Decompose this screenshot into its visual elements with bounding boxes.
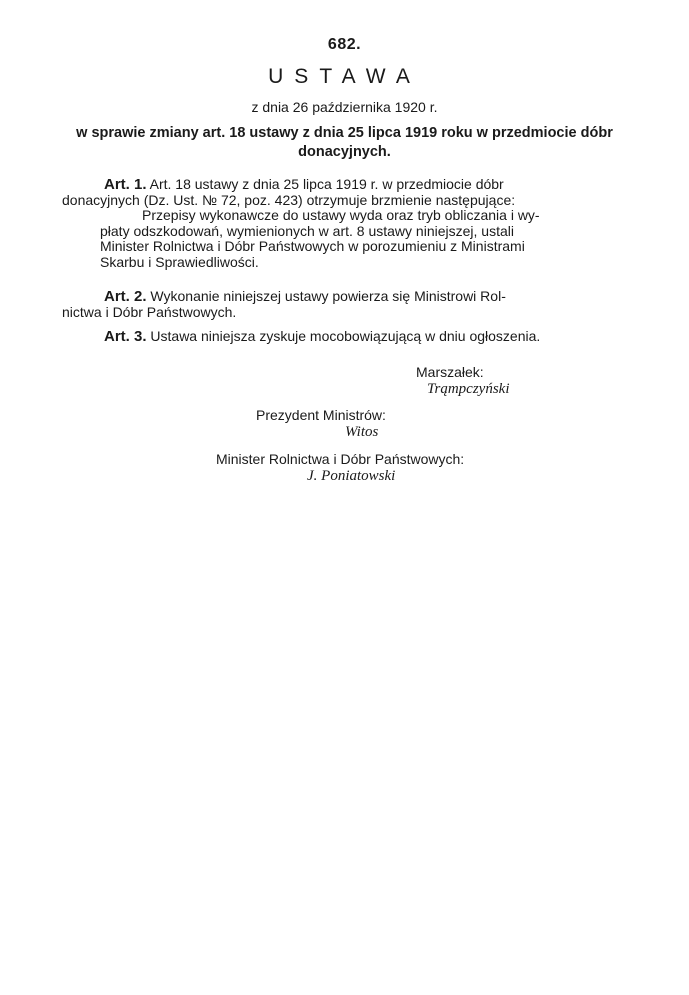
- article-2-line-1: [62, 289, 622, 305]
- article-1-line-4: płaty odszkodowań, wymienionych w art. 8 ustawy niniejszej, ustali: [100, 222, 514, 239]
- article-3: [104, 329, 622, 345]
- document-subject: w sprawie zmiany art. 18 ustawy z dnia 25 lipca 1919 roku w przedmiocie dóbr donacyjnych.: [76, 125, 613, 160]
- date-line: z dnia 26 października 1920 r.: [251, 99, 438, 115]
- signature-name-marshal: Trąmpczyński: [427, 381, 510, 397]
- article-1-line-1: [62, 177, 622, 193]
- signature-name-prime-minister: Witos: [345, 424, 379, 440]
- article-1-line-5: Minister Rolnictwa i Dóbr Państwowych w porozumieniu z Ministrami: [100, 238, 525, 255]
- signature-role-prime-minister: Prezydent Ministrów:: [256, 407, 386, 423]
- signature-role-marshal: Marszałek:: [416, 364, 484, 380]
- article-1-line-2: donacyjnych (Dz. Ust. № 72, poz. 423) otrzymuje brzmienie następujące:: [62, 191, 516, 208]
- article-1-line-6: Skarbu i Sprawiedliwości.: [100, 253, 259, 270]
- article-3-label: Art. 3.: [104, 328, 147, 345]
- article-1: [62, 177, 622, 271]
- article-1-label: Art. 1.: [104, 176, 147, 193]
- article-3-text-1: Ustawa niniejsza zyskuje mocobowiązującą w dniu ogłoszenia.: [150, 328, 541, 344]
- article-2-text-1: Wykonanie niniejszej ustawy powierza się Ministrowi Rol-: [150, 288, 506, 304]
- article-2: [62, 289, 622, 320]
- article-2-line-2: nictwa i Dóbr Państwowych.: [62, 303, 237, 320]
- article-1-text-1: Art. 18 ustawy z dnia 25 lipca 1919 r. w przedmiocie dóbr: [149, 176, 504, 192]
- signature-name-agriculture-minister: J. Poniatowski: [307, 468, 396, 484]
- article-1-line-3: Przepisy wykonawcze do ustawy wyda oraz tryb obliczania i wy-: [142, 207, 540, 224]
- article-2-label: Art. 2.: [104, 288, 147, 305]
- page-number: 682.: [327, 36, 362, 53]
- signature-role-agriculture-minister: Minister Rolnictwa i Dóbr Państwowych:: [216, 451, 465, 467]
- document-title: USTAWA: [268, 65, 421, 88]
- article-3-line-1: [104, 329, 622, 345]
